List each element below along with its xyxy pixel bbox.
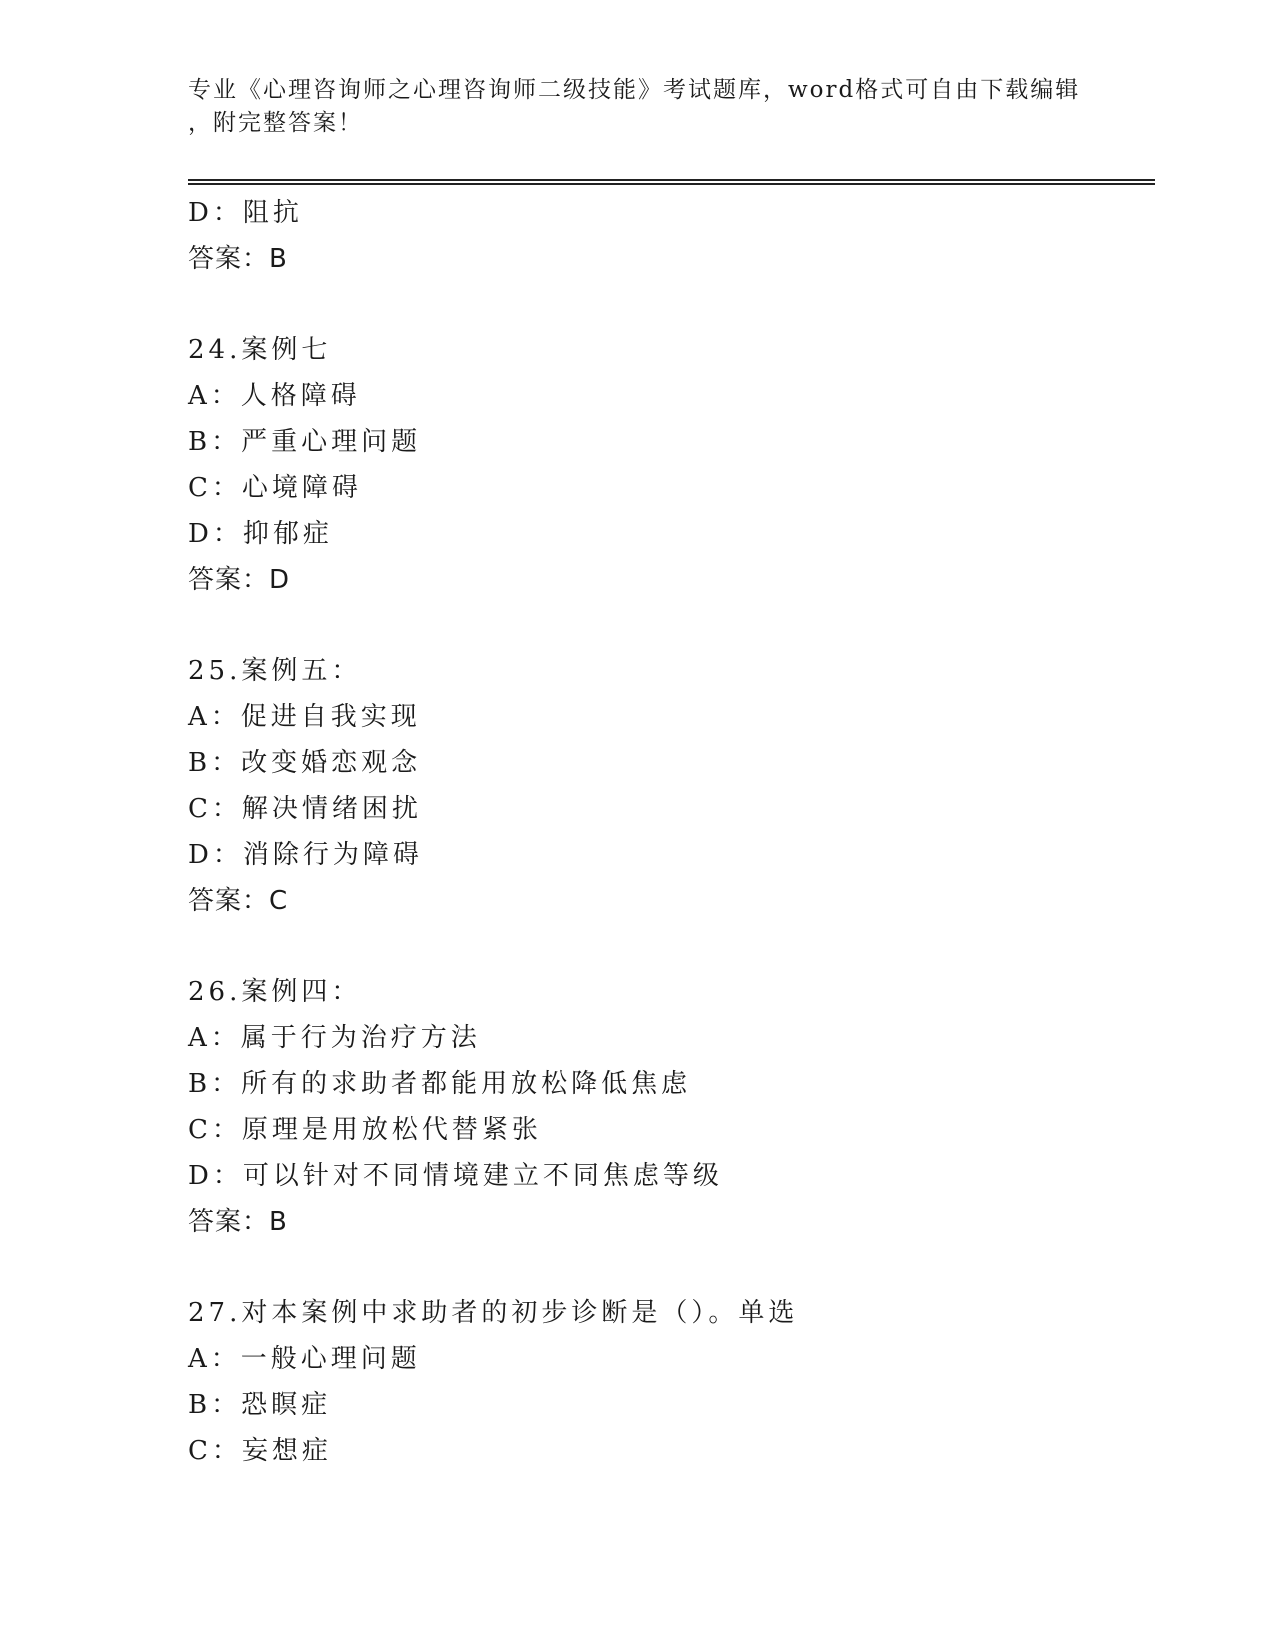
question-24 xyxy=(188,327,1148,603)
question-25 xyxy=(188,648,1148,924)
option-a: A：人格障碍 xyxy=(188,381,361,411)
spacer xyxy=(188,924,1148,969)
option-a: A：一般心理问题 xyxy=(188,1344,421,1374)
answer-line: 答案：B xyxy=(188,244,288,274)
option-d: D：抑郁症 xyxy=(188,519,333,549)
question-list xyxy=(188,190,1148,1474)
question-27 xyxy=(188,1290,1148,1474)
question-stem: 25.案例五： xyxy=(188,656,362,686)
spacer xyxy=(188,1245,1148,1290)
spacer xyxy=(188,603,1148,648)
option-b: B：所有的求助者都能用放松降低焦虑 xyxy=(188,1069,692,1099)
question-stem: 27.对本案例中求助者的初步诊断是（）。单选 xyxy=(188,1298,799,1328)
header-line-2: ，附完整答案！ xyxy=(188,110,363,136)
option-c: C：妄想症 xyxy=(188,1436,332,1466)
option-b: B：改变婚恋观念 xyxy=(188,748,422,778)
option-d: D：消除行为障碍 xyxy=(188,840,423,870)
option-b: B：严重心理问题 xyxy=(188,427,422,457)
option-c: C：原理是用放松代替紧张 xyxy=(188,1115,542,1145)
option-b: B：恐瞑症 xyxy=(188,1390,332,1420)
option-c: C：心境障碍 xyxy=(188,473,362,503)
option-a: A：促进自我实现 xyxy=(188,702,421,732)
answer-line: 答案：C xyxy=(188,886,289,916)
spacer xyxy=(188,282,1148,327)
answer-line: 答案：B xyxy=(188,1207,288,1237)
header-line-1: 专业《心理咨询师之心理咨询师二级技能》考试题库，word格式可自由下载编辑 xyxy=(188,77,1081,103)
question-stem: 24.案例七 xyxy=(188,335,332,365)
option-d: D：阻抗 xyxy=(188,198,303,228)
header-double-rule xyxy=(188,179,1155,185)
answer-line: 答案：D xyxy=(188,565,291,595)
question-26 xyxy=(188,969,1148,1245)
question-stem: 26.案例四： xyxy=(188,977,362,1007)
option-d: D：可以针对不同情境建立不同焦虑等级 xyxy=(188,1161,723,1191)
option-c: C：解决情绪困扰 xyxy=(188,794,422,824)
option-a: A：属于行为治疗方法 xyxy=(188,1023,481,1053)
document-header xyxy=(188,74,1088,140)
previous-question-tail xyxy=(188,190,1148,282)
